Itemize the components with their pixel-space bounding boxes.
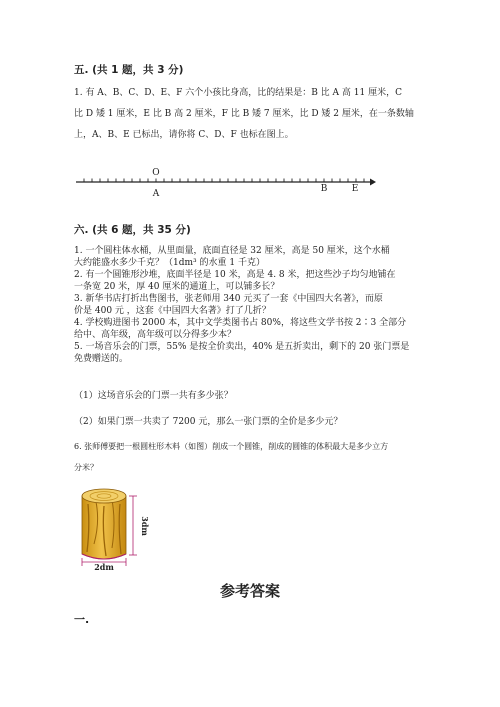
section-5-question — [74, 83, 414, 146]
q6-line-6: 价是 400 元 ，这套《中国四大名著》打了几折？ — [74, 306, 271, 316]
sub-question-1: （1）这场音乐会的门票一共有多少张？ — [74, 391, 233, 401]
answers-title: 参考答案 — [219, 582, 280, 600]
q6-line-8: 给中、高年级，高年级可以分得多少本？ — [74, 330, 237, 340]
log-icon — [82, 489, 126, 559]
q5-line-3: 上，A、B、E 已标出，请你将 C、D、F 也标在图上。 — [74, 130, 294, 140]
origin-label: O — [152, 168, 160, 178]
section-5-title: 五. (共 1 题，共 3 分) — [74, 64, 184, 76]
width-label: 2dm — [94, 562, 114, 570]
point-label-b: B — [320, 184, 328, 194]
q6-text-line-1: 6. 张师傅要把一根圆柱形木料（如图）削成一个圆锥，削成的圆锥的体积最大是多少立方 — [74, 442, 389, 451]
q6-line-2: 大约能盛水多少千克？（1dm³ 的水重 1 千克） — [74, 258, 265, 268]
q6-line-3: 2. 有一个圆锥形沙堆，底面半径是 10 米，高是 4. 8 米，把这些沙子均匀地铺在 — [74, 270, 396, 280]
section-6-questions — [74, 245, 409, 365]
q5-line-2: 比 D 矮 1 厘米，E 比 B 高 2 厘米，F 比 B 矮 7 厘米，比 D 矮 2 厘米，在一条数轴 — [74, 109, 414, 119]
point-label-a: A — [152, 189, 160, 199]
wood-cylinder-figure — [74, 482, 154, 570]
section-6-title: 六. (共 6 题，共 35 分) — [74, 224, 191, 236]
number-line — [72, 160, 377, 200]
q6-text-line-2: 分米？ — [74, 463, 98, 472]
q5-line-1: 1. 有 A、B、C、D、E、F 六个小孩比身高，比的结果是：B 比 A 高 11 厘米，C — [74, 88, 402, 98]
question-6 — [74, 436, 388, 478]
height-label: 3dm — [140, 516, 150, 536]
sub-question-2: （2）如果门票一共卖了 7200 元，那么一张门票的全价是多少元？ — [74, 417, 343, 427]
answers-first-heading: 一. — [74, 613, 90, 626]
q6-line-4: 一条宽 20 米，厚 40 厘米的通道上，可以铺多长？ — [74, 282, 280, 292]
point-label-e: E — [351, 184, 359, 194]
q6-line-10: 免费赠送的。 — [74, 354, 129, 364]
q6-line-7: 4. 学校购进图书 2000 本，其中文学类图书占 80%，将这些文学书按 2∶3 全部分 — [74, 318, 407, 328]
number-line-arrow-icon — [370, 179, 376, 186]
q6-line-5: 3. 新华书店打折出售图书，张老师用 340 元买了一套《中国四大名著》，而原 — [74, 294, 383, 304]
q6-line-1: 1. 一个圆柱体水桶，从里面量，底面直径是 32 厘米，高是 50 厘米，这个水桶 — [74, 246, 390, 256]
q6-line-9: 5. 一场音乐会的门票，55% 是按全价卖出，40% 是五折卖出，剩下的 20 张门票是 — [74, 342, 410, 352]
